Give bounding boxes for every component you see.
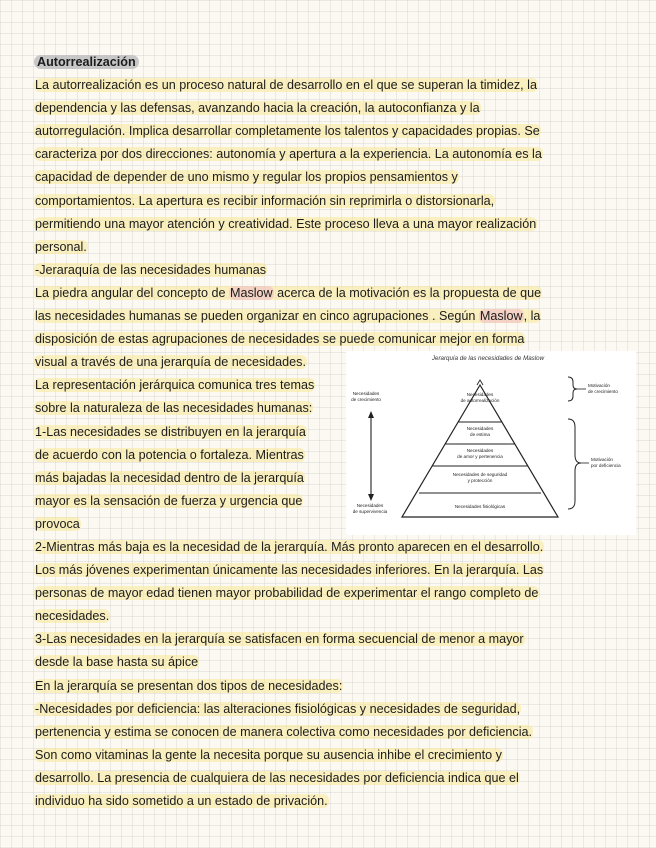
left-bottom-label-1: Necesidades — [356, 503, 384, 508]
line-13: visual a través de una jerarquía de necesidades. — [35, 355, 306, 370]
level-3-label-1: Necesidades — [466, 448, 494, 453]
section-title: Autorrealización — [34, 55, 139, 69]
line-25: 3-Las necesidades en la jerarquía se satisfacen en forma secuencial de menor a mayor — [35, 632, 524, 647]
line-5: capacidad de depender de uno mismo y regular los propios pensamientos y — [35, 170, 458, 185]
line-23: personas de mayor edad tienen mayor probabilidad de experimentar el rango completo de — [35, 586, 539, 601]
maslow-highlight: Maslow — [479, 309, 523, 324]
level-2-label-1: Necesidades — [466, 426, 494, 431]
line-11: las necesidades humanas se pueden organizar en cinco agrupaciones . Según Maslow, la — [35, 309, 541, 324]
arrow-head-up — [368, 411, 374, 418]
line-16: 1-Las necesidades se distribuyen en la jerarquía — [35, 424, 306, 439]
level-3-label-2: de amor y pertenencia — [457, 454, 503, 459]
arrow-head-down — [368, 494, 374, 501]
right-bottom-label-1: Motivación — [591, 457, 613, 462]
level-1-label-1: Necesidades — [466, 392, 494, 397]
line-8: personal. — [35, 239, 87, 254]
line-19: mayor es la sensación de fuerza y urgencia que — [35, 493, 303, 508]
line-28: -Necesidades por deficiencia: las alteraciones fisiológicas y necesidades de seguridad, — [35, 701, 521, 716]
brace-growth — [568, 377, 577, 401]
line-24: necesidades. — [35, 609, 110, 624]
line-22: Los más jóvenes experimentan únicamente las necesidades inferiores. En la jerarquía. Las — [35, 563, 544, 578]
line-0 — [34, 51, 626, 74]
level-2-label-2: de estima — [470, 432, 490, 437]
line-20: provoca — [35, 516, 80, 531]
line-10: La piedra angular del concepto de Maslow acerca de la motivación es la propuesta de que — [35, 285, 542, 300]
maslow-highlight: Maslow — [229, 285, 273, 300]
left-top-label-2: de crecimiento — [351, 397, 381, 402]
line-18: más bajadas la necesidad dentro de la jerarquía — [35, 470, 304, 485]
line-14: La representación jerárquica comunica tres temas — [35, 378, 315, 393]
right-top-label-2: de crecimiento — [588, 389, 618, 394]
left-bottom-label-2: de supervivencia — [352, 509, 388, 514]
line-29: pertenencia y estima se conocen de manera colectiva como necesidades por deficiencia. — [35, 724, 533, 739]
pyramid-diagram — [346, 351, 636, 535]
line-27: En la jerarquía se presentan dos tipos de necesidades: — [35, 678, 343, 693]
line-7: permitiendo una mayor atención y creatividad. Este proceso lleva a una mayor realización — [35, 216, 537, 231]
figure-title: Jerarquía de las necesidades de Maslow — [431, 355, 545, 362]
line-21: 2-Mientras más baja es la necesidad de la jerarquía. Más pronto aparecen en el desarrollo. — [35, 539, 544, 554]
level-4-label-2: y protección — [467, 478, 493, 483]
line-1: La autorrealización es un proceso natural de desarrollo en el que se superan la timidez, la — [35, 78, 537, 93]
level-4-label-1: Necesidades de seguridad — [452, 472, 508, 477]
level-1-label-2: de autorrealización — [460, 398, 500, 403]
brace-deficiency — [568, 419, 581, 509]
line-2: dependencia y las defensas, avanzando hacia la creación, la autoconfianza y la — [35, 101, 480, 116]
right-top-label-1: Motivación — [588, 383, 610, 388]
left-top-label-1: Necesidades — [352, 391, 380, 396]
line-15: sobre la naturaleza de las necesidades humanas: — [35, 401, 313, 416]
line-30: Son como vitaminas la gente la necesita porque su ausencia inhibe el crecimiento y — [35, 747, 502, 762]
line-4: caracteriza por dos direcciones: autonomía y apertura a la experiencia. La autonomía es la — [35, 147, 542, 162]
right-bottom-label-2: por deficiencia — [591, 463, 621, 468]
line-12: disposición de estas agrupaciones de necesidades se puede comunicar mejor en forma — [35, 332, 525, 347]
line-26: desde la base hasta su ápice — [35, 655, 199, 670]
line-31: desarrollo. La presencia de cualquiera de las necesidades por deficiencia indica que el — [35, 770, 519, 785]
line-32: individuo ha sido sometido a un estado de privación. — [35, 794, 328, 808]
line-3: autorregulación. Implica desarrollar completamente los talentos y capacidades propias. Se — [35, 124, 540, 139]
level-5-label: Necesidades fisiológicas — [454, 504, 506, 509]
maslow-pyramid-figure — [346, 351, 636, 535]
line-9: -Jeraraquía de las necesidades humanas — [35, 262, 267, 277]
line-17: de acuerdo con la potencia o fortaleza. Mientras — [35, 447, 304, 462]
line-6: comportamientos. La apertura es recibir información sin reprimirla o distorsionarla, — [35, 193, 495, 208]
